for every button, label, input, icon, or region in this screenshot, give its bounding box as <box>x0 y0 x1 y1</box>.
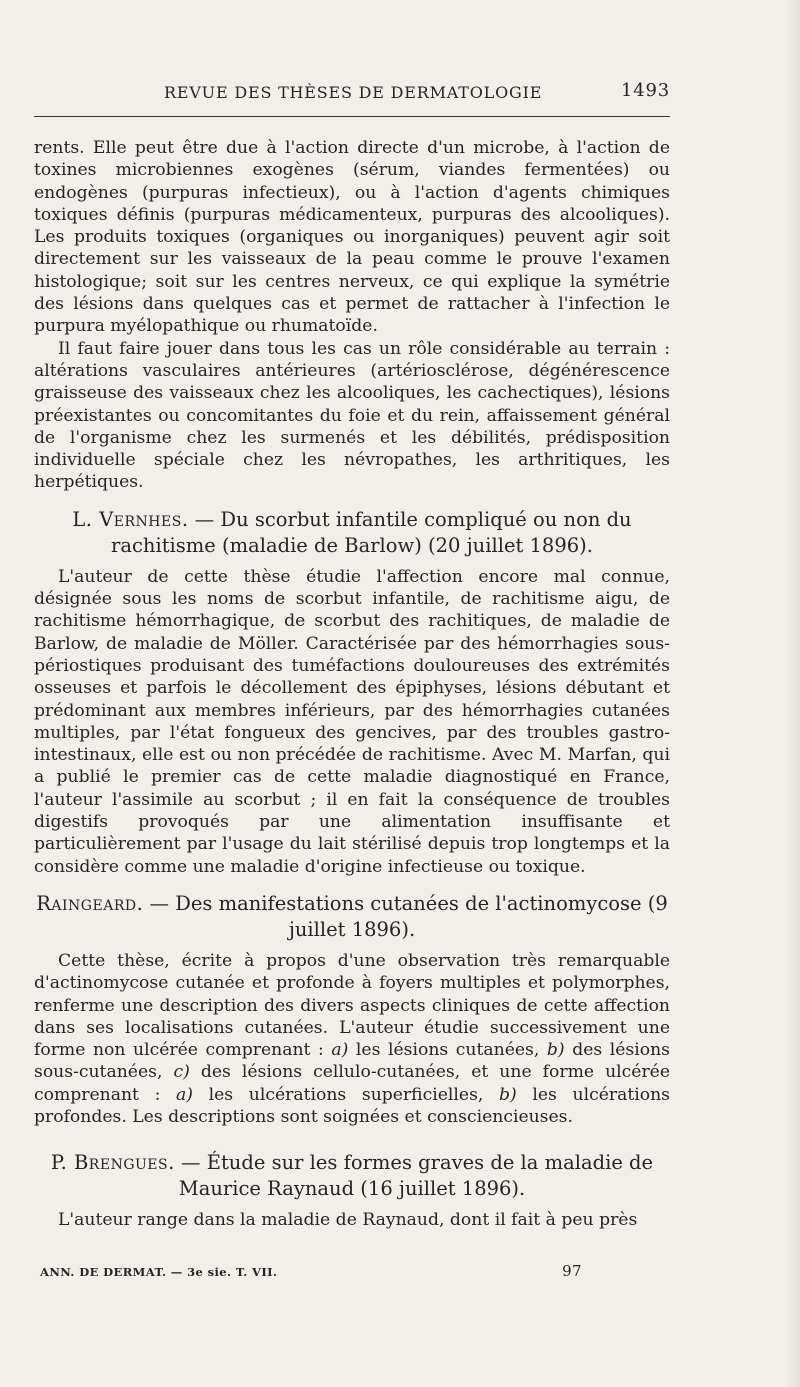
section-title: — Des manifestations cutanées de l'actinomycose (9 juillet 1896). <box>149 891 668 941</box>
list-marker: a) <box>176 1084 193 1105</box>
section-author: Raingeard. <box>36 891 144 915</box>
header-rule <box>34 116 670 117</box>
page-edge-shade <box>784 0 800 1387</box>
list-marker: b) <box>546 1040 565 1061</box>
list-marker: a) <box>331 1040 349 1061</box>
sheet-number: 97 <box>562 1262 582 1280</box>
paragraph-terrain: Il faut faire jouer dans tous les cas un rôle considérable au terrain : altérations vasculaires antérieures (artériosclérose, dégénérescence graisseuse des vaisseaux chez les alcooliques, les cachectiques), lésions préexistantes ou concomitantes du foie et du rein, affaissement général de l'organisme chez les surmenés et les débilités, prédisposition individuelle spéciale chez les névropathes, les arthritiques, les herpétiques. <box>34 338 670 493</box>
section-author: P. Brengues. <box>50 1151 175 1175</box>
section-title: — Étude sur les formes graves de la maladie de Maurice Raynaud (16 juillet 1896). <box>178 1151 654 1201</box>
text-run: Cette thèse, écrite à propos d'une observation très remarquable d'actinomycose cutanée et profonde à foyers multiples et polymorphes, renferme une description des divers aspects cliniques de cette affection dans ses localisations cutanées. L'auteur étudie successivement une forme non ulcérée comprenant : <box>34 950 670 1061</box>
paragraph-scorbut: L'auteur de cette thèse étudie l'affection encore mal connue, désignée sous les noms de scorbut infantile, de rachitisme aigu, de rachitisme hémorrhagique, de scorbut des rachitiques, de maladie de Barlow, de maladie de Möller. Caractérisée par des hémorrhagies sous-périostiques produisant des tuméfactions douloureuses des extrémités osseuses et parfois le décollement des épiphyses, lésions débutant et prédominant aux membres inférieurs, par des hémorrhagies cutanées multiples, par l'état fongueux des gencives, par des troubles gastro-intestinaux, elle est ou non précédée de rachitisme. Avec M. Marfan, qui a publié le premier cas de cette maladie diagnostiqué en France, l'auteur l'assimile au scorbut ; il en fait la conséquence de troubles digestifs provoqués par une alimentation insuffisante et particulièrement par l'usage du lait stérilisé depuis trop longtemps et la considère comme une maladie d'origine infectieuse ou toxique. <box>34 566 670 877</box>
running-title: REVUE DES THÈSES DE DERMATOLOGIE <box>164 83 543 102</box>
paragraph-continuation: rents. Elle peut être due à l'action directe d'un microbe, à l'action de toxines microbiennes exogènes (sérum, viandes fermentées) ou endogènes (purpuras infectieux), ou à l'action d'agents chimiques toxiques définis (purpuras médicamenteux, purpuras des alcooliques). Les produits toxiques (organiques ou inorganiques) peuvent agir soit directement sur les vaisseaux de la peau comme le prouve l'examen histologique; soit sur les centres nerveux, ce qui explique la symétrie des lésions dans quelques cas et permet de rattacher à l'infection le purpura myélopathique ou rhumatoïde. <box>34 138 670 337</box>
text-run: les ulcérations profondes. Les descriptions sont soignées et consciencieuses. <box>34 1084 670 1127</box>
text-run: les lésions cutanées, <box>348 1040 547 1061</box>
section-title: — Du scorbut infantile compliqué ou non du rachitisme (maladie de Barlow) (20 juillet 1896). <box>111 507 632 557</box>
text-run: les ulcérations superficielles, <box>193 1084 500 1105</box>
text-run: des lésions sous-cutanées, <box>34 1040 670 1083</box>
paragraph-actinomycose <box>34 950 670 1128</box>
section-heading-brengues <box>34 1150 670 1202</box>
section-author: L. Vernhes. <box>72 507 189 531</box>
running-header <box>34 80 670 104</box>
page-footer <box>40 1262 636 1285</box>
list-marker: c) <box>173 1062 190 1083</box>
page-body <box>34 137 670 1232</box>
text-run: des lésions cellulo-cutanées, et une forme ulcérée comprenant : <box>34 1062 671 1105</box>
section-heading-vernhes <box>34 507 670 559</box>
paragraph-raynaud: L'auteur range dans la maladie de Raynaud, dont il fait à peu près <box>58 1210 638 1231</box>
footer-signature: ANN. DE DERMAT. — 3e sie. T. VII. <box>40 1265 278 1279</box>
list-marker: b) <box>499 1084 517 1105</box>
section-heading-raingeard <box>34 891 670 943</box>
page-number: 1493 <box>620 80 670 101</box>
